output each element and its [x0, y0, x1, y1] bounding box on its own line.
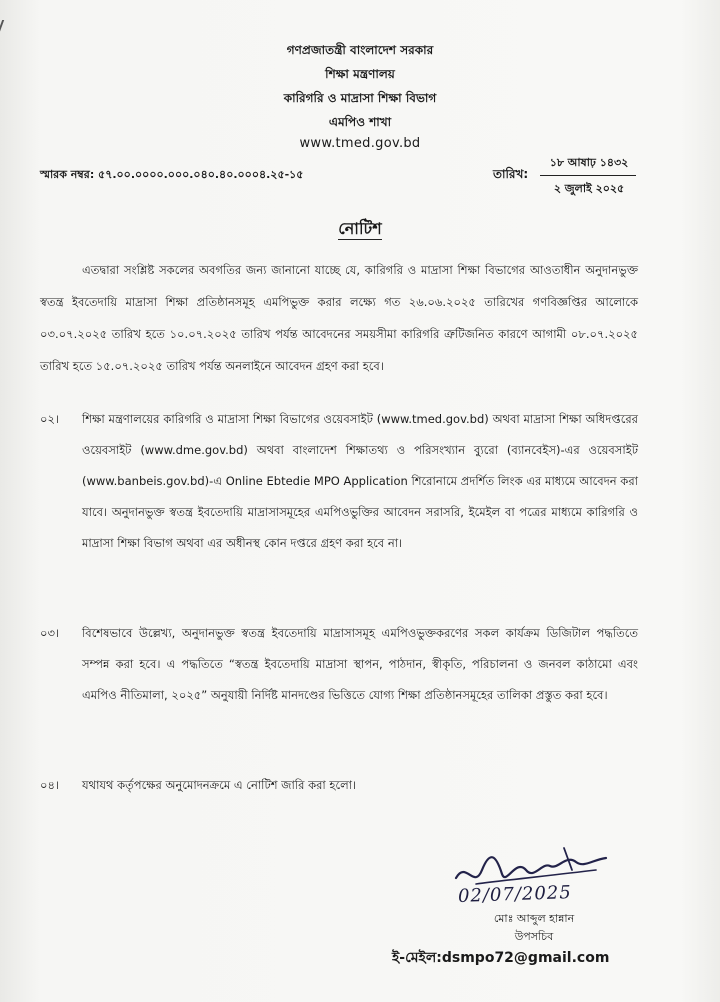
- date-divider: [540, 175, 636, 176]
- date-bangla: ১৮ আষাঢ় ১৪৩২: [549, 156, 629, 169]
- intro-paragraph: এতদ্বারা সংশ্লিষ্ট সকলের অবগতির জন্য জানানো যাচ্ছে যে, কারিগরি ও মাদ্রাসা শিক্ষা বিভাগের আওতাধীন অনুদানভুক্ত স্বতন্ত্র ইবতেদায়ি মাদ্রাসা শিক্ষা প্রতিষ্ঠানসমূহ এমপিভুক্ত করার লক্ষ্যে গত ২৬.০৬.২০২৫ তারিখের গণবিজ্ঞপ্তির আলোকে ০৩.০৭.২০২৫ তারিখ হতে ১০.০৭.২০২৫ তারিখ পর্যন্ত আবেদনের সময়সীমা কারিগরি ত্রুটিজনিত কারণে আগামী ০৮.০৭.২০২৫ তারিখ হতে ১৫.০৭.২০২৫ তারিখ পর্যন্ত অনলাইনে আবেদন গ্রহণ করা হবে।: [40, 263, 638, 373]
- paragraph-number: ০৪।: [40, 778, 60, 792]
- handwritten-date: 02/07/2025: [457, 882, 573, 907]
- notice-title-text: নোটিশ: [338, 219, 382, 238]
- header-branch: এমপিও শাখা: [328, 115, 392, 129]
- paragraph-number: ০৩।: [40, 626, 60, 640]
- date-gregorian: ২ জুলাই ২০২৫: [553, 182, 625, 195]
- header-website: www.tmed.gov.bd: [299, 136, 421, 151]
- paragraph-03: [40, 618, 638, 711]
- paragraph-02: [40, 404, 638, 559]
- paragraph-text: শিক্ষা মন্ত্রণালয়ের কারিগরি ও মাদ্রাসা শিক্ষা বিভাগের ওয়েবসাইট (www.tmed.gov.bd) অথবা মাদ্রাসা শিক্ষা অধিদপ্তরের ওয়েবসাইট (www.dme.gov.bd) অথবা বাংলাদেশ শিক্ষাতথ্য ও পরিসংখ্যান ব্যুরো (ব্যানবেইস)-এর ওয়েবসাইট (www.banbeis.gov.bd)-এ Online Ebtedie MPO Application শিরোনামে প্রদর্শিত লিংক এর মাধ্যমে আবেদন করা যাবে। অনুদানভুক্ত স্বতন্ত্র ইবতেদায়ি মাদ্রাসাসমূহের এমপিওভুক্তির আবেদন সরাসরি, ইমেইল বা পত্রের মাধ্যমে কারিগরি ও মাদ্রাসা শিক্ষা বিভাগ অথবা এর অধীনস্থ কোন দপ্তরে গ্রহণ করা হবে না।: [82, 412, 638, 550]
- paragraph-text: যথাযথ কর্তৃপক্ষের অনুমোদনক্রমে এ নোটিশ জারি করা হলো।: [82, 778, 357, 792]
- officer-email: ই-মেইল:dsmpo72@gmail.com: [392, 950, 610, 966]
- date-label: তারিখ:: [493, 167, 529, 181]
- memo-number: স্মারক নম্বর: ৫৭.০০.০০০০.০০০.০৪০.৪০.০০০৪.২৫-১৫: [40, 168, 304, 181]
- header-division: কারিগরি ও মাদ্রাসা শিক্ষা বিভাগ: [283, 91, 437, 105]
- officer-designation: উপসচিব: [514, 930, 554, 943]
- paragraph-04: [40, 770, 638, 801]
- officer-name: মোঃ আব্দুল হান্নান: [493, 912, 575, 925]
- scan-corner-mark: [0, 20, 14, 32]
- notice-title: [0, 216, 720, 243]
- paragraph-number: ০২।: [40, 412, 60, 426]
- header-ministry: শিক্ষা মন্ত্রণালয়: [325, 67, 395, 81]
- paragraph-text: বিশেষভাবে উল্লেখ্য, অনুদানভুক্ত স্বতন্ত্র ইবতেদায়ি মাদ্রাসাসমূহ এমপিওভুক্তকরণের সকল কার্যক্রম ডিজিটাল পদ্ধতিতে সম্পন্ন করা হবে। এ পদ্ধতিতে “স্বতন্ত্র ইবতেদায়ি মাদ্রাসা স্থাপন, পাঠদান, স্বীকৃতি, পরিচালনা ও জনবল কাঠামো এবং এমপিও নীতিমালা, ২০২৫” অনুযায়ী নির্দিষ্ট মানদণ্ডের ভিত্তিতে যোগ্য শিক্ষা প্রতিষ্ঠানসমূহের তালিকা প্রস্তুত করা হবে।: [82, 626, 638, 702]
- header-government: গণপ্রজাতন্ত্রী বাংলাদেশ সরকার: [286, 43, 434, 57]
